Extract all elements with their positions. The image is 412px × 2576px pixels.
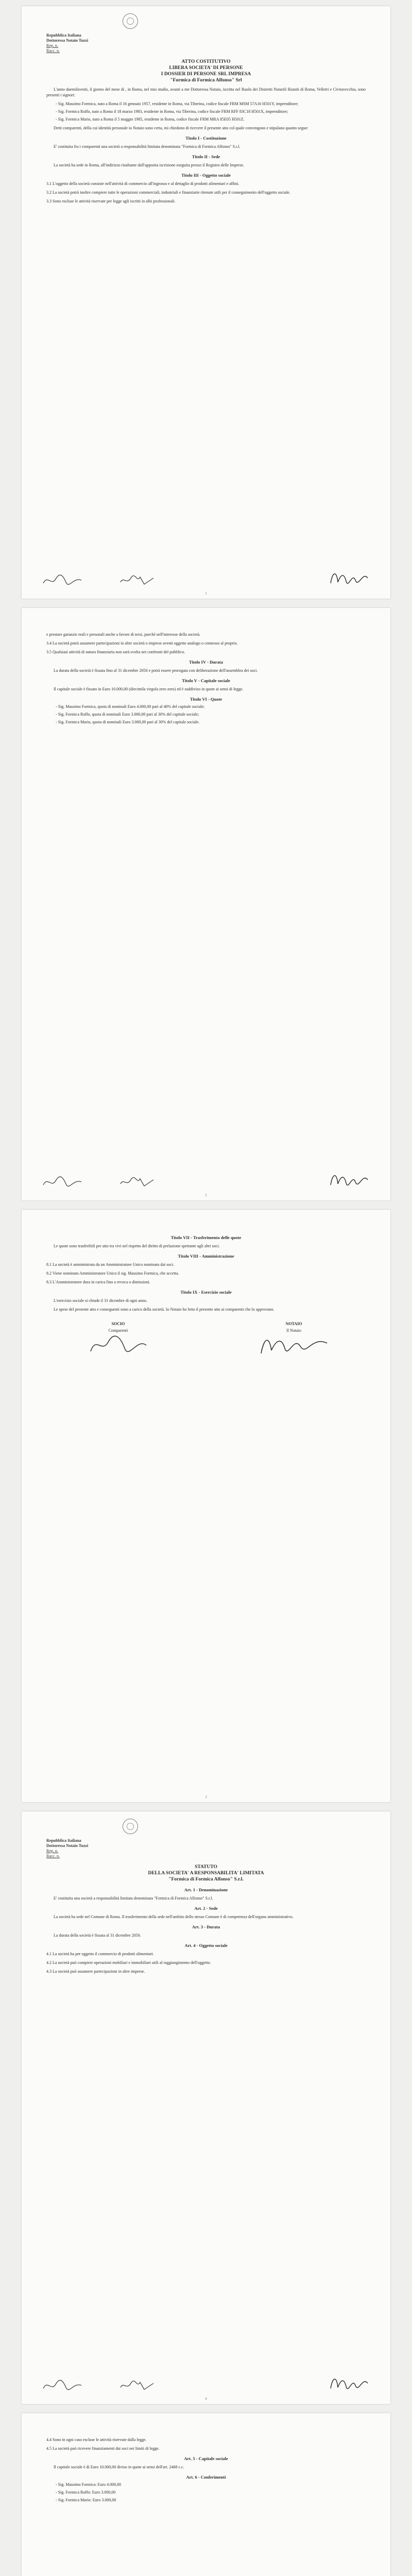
quota-item: - Sig. Formica Roffo: Euro 3.000,00 (56, 2490, 116, 2495)
party-item: - Sig. Massimo Formica, nato a Roma il 16 gennaio 1957, residente in Roma, via Tiberina, codice fiscale FRM MSM 57A16 H501Y, imprenditore; (56, 101, 299, 106)
document-page-5 (22, 2413, 390, 2576)
clause-item: 3.1 L'oggetto della società consiste nell'attività di commercio all'ingrosso e al dettaglio di prodotti alimentari e affini. (46, 181, 239, 186)
page-1-content (46, 18, 366, 207)
signature-large (88, 1333, 149, 1359)
notary-signature (258, 1333, 330, 1359)
quota-item: - Sig. Massimo Formica: Euro 4.000,00 (56, 2482, 122, 2487)
header-repertorio: Rep. n. (46, 43, 58, 48)
clause-item: 8.1 La società è amministrata da un Amministratore Unico nominato dai soci. (46, 1262, 175, 1267)
section-heading: Titolo VII - Trasferimento delle quote (170, 1235, 242, 1240)
section-text: La società ha sede in Roma, all'indirizzo risultante dall'apposita iscrizione eseguita presso il Registro delle Imprese. (54, 163, 245, 167)
page-2-content (46, 629, 366, 727)
document-header (46, 33, 366, 54)
role-label: SOCIO (111, 1321, 125, 1326)
party-item: - Sig. Formica Roffo, nato a Roma il 18 marzo 1983, residente in Roma, via Tiberina, codice fiscale FRM RFF 83C18 H501X, imprenditore; (56, 109, 288, 114)
signature-2 (119, 1174, 156, 1189)
document-page-4 (22, 1811, 390, 2404)
page-number: 4 (205, 2397, 207, 2401)
header-republic: Repubblica Italiana (46, 1838, 81, 1843)
section-text: E' costituita fra i comparenti una società a responsabilità limitata denominata "Formica di Formica Alfonso" S.r.l. (54, 144, 241, 149)
quota-item: - Sig. Massimo Formica, quota di nominali Euro 4.000,00 pari al 40% del capitale sociale; (56, 704, 205, 709)
section-heading: Art. 1 - Denominazione (184, 1887, 228, 1892)
document-page-1 (22, 6, 390, 599)
signature-row (42, 2372, 370, 2393)
section-heading: Art. 2 - Sede (194, 1906, 218, 1911)
section-text: La durata della società è fissata fino al 31 dicembre 2050 e potrà essere prorogata con deliberazione dell'assemblea dei soci. (54, 668, 258, 673)
section-text: Il capitale sociale è fissato in Euro 10.000,00 (diecimila virgola zero zero) ed è suddiviso in quote ai sensi di legge. (54, 687, 244, 691)
clause-item: 8.3 L'Amministratore dura in carica fino a revoca o dimissioni. (46, 1280, 150, 1284)
signature-2 (119, 2377, 156, 2393)
clause-item: 3.4 La società potrà assumere partecipazioni in altre società o imprese aventi oggetto analogo o connesso al proprio. (46, 641, 238, 646)
header-raccolta: Racc. n. (46, 48, 60, 53)
document-header (46, 1838, 366, 1859)
signature-block (46, 1321, 366, 1360)
closing-paragraph: Le spese del presente atto e conseguenti sono a carico della società. Io Notaio ho letto il presente atto ai comparenti che lo approvano. (54, 1307, 274, 1312)
recital-paragraph: Detti comparenti, della cui identità personale io Notaio sono certa, mi chiedono di ricevere il presente atto col quale convengono e stipulano quanto segue: (54, 126, 308, 130)
signature-3 (329, 1171, 370, 1189)
section-heading: Art. 4 - Oggetto sociale (184, 1943, 228, 1948)
section-heading: Titolo II - Sede (192, 154, 220, 159)
header-notary: Dottoressa Notaio Tuzzi (46, 38, 89, 43)
page-title (46, 1864, 366, 1883)
clause-item: 4.1 La società ha per oggetto il commercio di prodotti alimentari. (46, 1952, 154, 1956)
clause-item: 8.2 Viene nominato Amministratore Unico il sig. Massimo Formica, che accetta. (46, 1271, 179, 1276)
section-heading: Titolo V - Capitale sociale (182, 678, 230, 683)
clause-item: 3.2 La società potrà inoltre compiere tutte le operazioni commerciali, industriali e finanziarie ritenute utili per il conseguimento dell'oggetto sociale. (46, 190, 290, 195)
section-heading: Art. 5 - Capitale sociale (184, 2456, 228, 2461)
page-title (46, 59, 366, 83)
clause-item: 4.3 La società può assumere partecipazioni in altre imprese. (46, 1969, 145, 1974)
notary-column (222, 1321, 366, 1360)
signatories-label: Comparenti (108, 1328, 128, 1333)
signatories-column (46, 1321, 190, 1360)
clause-item: 4.4 Sono in ogni caso escluse le attività riservate dalla legge. (46, 2437, 147, 2442)
document-page-3 (22, 1210, 390, 1802)
section-heading: Titolo I - Costituzione (185, 135, 227, 141)
quota-item: - Sig. Formica Roffo, quota di nominali Euro 3.000,00 pari al 30% del capitale sociale; (56, 712, 199, 717)
title-line: I DOSSIER DI PERSONE SRL IMPRESA (161, 72, 251, 77)
title-line: LIBERA SOCIETA' DI PERSONE (169, 65, 243, 71)
title-line: "Formica di Formica Alfonso" Srl (170, 78, 242, 83)
section-text: La durata della società è fissata al 31 dicembre 2050. (54, 1933, 141, 1938)
page-number: 1 (205, 591, 207, 596)
header-notary: Dottoressa Notaio Tuzzi (46, 1843, 89, 1848)
signature-2 (119, 572, 156, 587)
title-line: "Formica di Formica Alfonso" S.r.l. (168, 1877, 244, 1882)
header-raccolta: Racc. n. (46, 1854, 60, 1858)
section-heading: Art. 6 - Conferimenti (186, 2475, 226, 2480)
notary-label: Il Notaio (286, 1328, 301, 1333)
page-number: 3 (205, 1795, 207, 1799)
page-3-content (46, 1230, 366, 1360)
section-heading: Art. 3 - Durata (192, 1924, 220, 1929)
title-line: DELLA SOCIETA' A RESPONSABILITA' LIMITATA (148, 1871, 264, 1876)
signature-1 (42, 2377, 83, 2393)
signature-row (42, 567, 370, 587)
section-heading: Titolo IX - Esercizio sociale (180, 1290, 232, 1295)
clause-item: 4.2 La società può compiere operazioni mobiliari e immobiliari utili al raggiungimento dell'oggetto. (46, 1960, 211, 1965)
signature-1 (42, 572, 83, 587)
section-heading: Titolo IV - Durata (188, 659, 224, 665)
section-heading: Titolo VI - Quote (190, 697, 222, 702)
signature-3 (329, 569, 370, 587)
section-text: La società ha sede nel Comune di Roma. Il trasferimento della sede nell'ambito dello stesso Comune è di competenza dell'organo amministrativo. (54, 1914, 294, 1919)
quota-item: - Sig. Formica Mario, quota di nominali Euro 3.000,00 pari al 30% del capitale sociale. (56, 720, 200, 724)
clause-item: 4.5 La società può ricevere finanziamenti dai soci nei limiti di legge. (46, 2446, 160, 2451)
page-number: 2 (205, 1193, 207, 1197)
role-label: NOTAIO (285, 1321, 302, 1326)
party-item: - Sig. Formica Mario, nato a Roma il 5 maggio 1985, residente in Roma, codice fiscale FRM MRA 85E05 H501Z. (56, 117, 245, 122)
page-4-content (46, 1823, 366, 1977)
title-line: ATTO COSTITUTIVO (181, 59, 231, 64)
section-text: Le quote sono trasferibili per atto tra vivi nel rispetto del diritto di prelazione spettante agli altri soci. (54, 1244, 220, 1248)
header-republic: Repubblica Italiana (46, 33, 81, 38)
section-text: E' costituita una società a responsabilità limitata denominata "Formica di Formica Alfonso" S.r.l. (54, 1896, 213, 1901)
header-repertorio: Rep. n. (46, 1849, 58, 1853)
clause-item: e prestare garanzie reali e personali anche a favore di terzi, purché nell'interesse della società. (46, 632, 201, 637)
clause-item: 3.3 Sono escluse le attività riservate per legge agli iscritti in albi professionali. (46, 199, 176, 204)
section-heading: Titolo VIII - Amministrazione (178, 1253, 234, 1259)
quota-item: - Sig. Formica Mario: Euro 3.000,00 (56, 2498, 116, 2502)
document-page-2 (22, 608, 390, 1200)
section-text: L'esercizio sociale si chiude il 31 dicembre di ogni anno. (54, 1298, 147, 1303)
page-5-content (46, 2434, 366, 2505)
signature-1 (42, 1174, 83, 1189)
clause-item: 3.5 Qualsiasi attività di natura finanziaria non sarà svolta nei confronti del pubblico. (46, 650, 185, 654)
section-heading: Titolo III - Oggetto sociale (181, 173, 231, 178)
section-text: Il capitale sociale è di Euro 10.000,00 diviso in quote ai sensi dell'art. 2468 c.c. (54, 2465, 184, 2469)
intro-paragraph: L'anno duemilaventi, il giorno del mese di , in Roma, nel mio studio, avanti a me Dottoressa Notaio, iscritta nel Ruolo dei Distretti Notarili Riuniti di Roma, Velletri e Civitavecchia, sono presenti i signori: (46, 87, 366, 97)
signature-3 (329, 2374, 370, 2393)
signature-row (42, 1168, 370, 1189)
title-line: STATUTO (195, 1865, 217, 1870)
